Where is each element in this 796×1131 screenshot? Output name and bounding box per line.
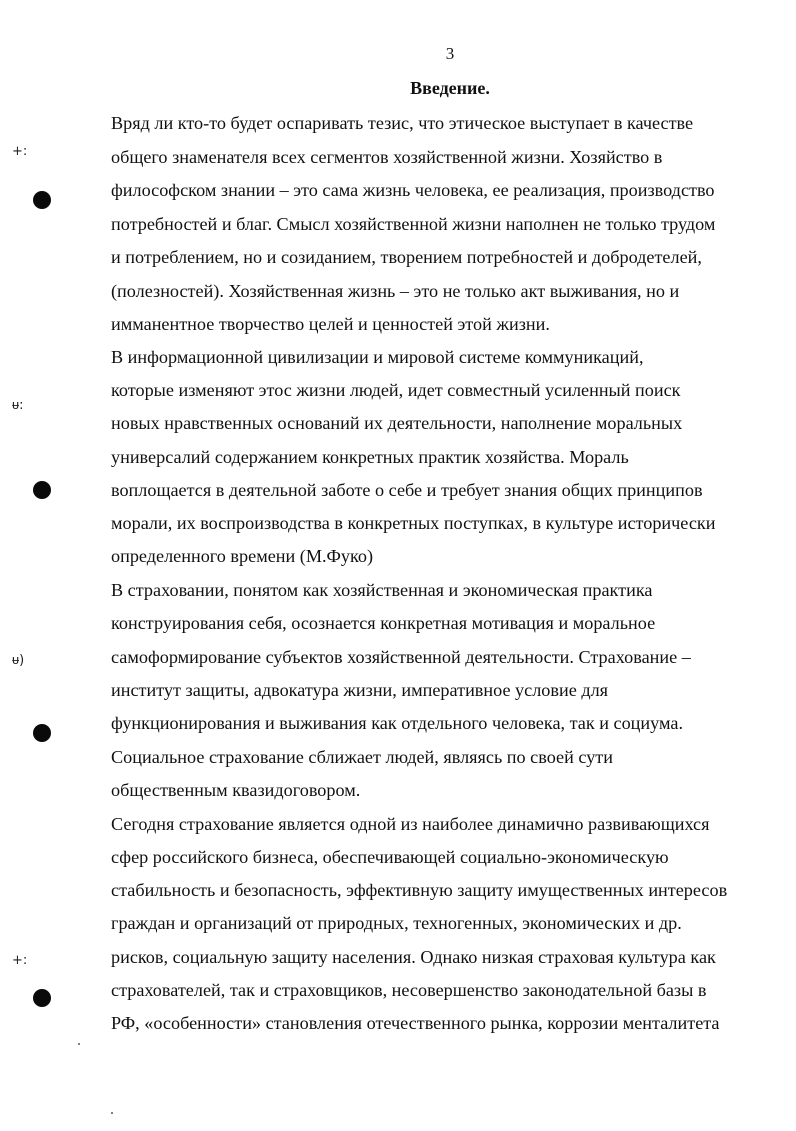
- binder-hole: [33, 191, 51, 209]
- text-line: стабильность и безопасность, эффективную защиту имущественных интересов: [111, 880, 728, 900]
- binder-hole: [33, 989, 51, 1007]
- text-line: потребностей и благ. Смысл хозяйственной жизни наполнен не только трудом: [111, 214, 716, 234]
- binder-hole: [33, 481, 51, 499]
- page-number: 3: [445, 44, 455, 63]
- margin-mark: +:: [12, 953, 28, 968]
- binder-hole: [33, 724, 51, 742]
- text-line: общественным квазидоговором.: [111, 780, 361, 800]
- text-line: Социальное страхование сближает людей, являясь по своей сути: [111, 747, 613, 767]
- text-line: РФ, «особенности» становления отечественного рынка, коррозии менталитета: [111, 1013, 720, 1033]
- page-heading: Введение.: [410, 78, 490, 98]
- text-line: функционирования и выживания как отдельного человека, так и социума.: [111, 713, 684, 733]
- text-line: В информационной цивилизации и мировой системе коммуникаций,: [111, 347, 644, 367]
- text-line: воплощается в деятельной заботе о себе и требует знания общих принципов: [111, 480, 703, 500]
- text-line: В страховании, понятом как хозяйственная и экономическая практика: [111, 580, 653, 600]
- scan-speck: [111, 1112, 113, 1114]
- text-line: Вряд ли кто-то будет оспаривать тезис, что этическое выступает в качестве: [111, 113, 694, 133]
- text-line: граждан и организаций от природных, техногенных, экономических и др.: [111, 913, 682, 933]
- text-line: сфер российского бизнеса, обеспечивающей социально-экономическую: [111, 847, 669, 867]
- text-line: определенного времени (М.Фуко): [111, 546, 374, 566]
- text-line: (полезностей). Хозяйственная жизнь – это не только акт выживания, но и: [111, 281, 680, 301]
- text-line: и потреблением, но и созиданием, творением потребностей и добродетелей,: [111, 247, 702, 267]
- text-line: новых нравственных оснований их деятельности, наполнение моральных: [111, 413, 683, 433]
- text-line: общего знаменателя всех сегментов хозяйственной жизни. Хозяйство в: [111, 147, 663, 167]
- scan-speck: [78, 1043, 80, 1045]
- text-line: Сегодня страхование является одной из наиболее динамично развивающихся: [111, 814, 710, 834]
- text-line: самоформирование субъектов хозяйственной деятельности. Страхование –: [111, 647, 691, 667]
- text-line: конструирования себя, осознается конкретная мотивация и моральное: [111, 613, 656, 633]
- margin-mark: ᵾ): [12, 653, 25, 668]
- margin-mark: +:: [12, 144, 28, 159]
- text-line: философском знании – это сама жизнь человека, ее реализация, производство: [111, 180, 715, 200]
- text-line: универсалий содержанием конкретных практик хозяйства. Мораль: [111, 447, 629, 467]
- text-line: имманентное творчество целей и ценностей этой жизни.: [111, 314, 550, 334]
- margin-mark: ᵾ:: [12, 398, 24, 413]
- text-line: рисков, социальную защиту населения. Однако низкая страховая культура как: [111, 947, 716, 967]
- text-line: морали, их воспроизводства в конкретных поступках, в культуре исторически: [111, 513, 716, 533]
- text-line: которые изменяют этос жизни людей, идет совместный усиленный поиск: [111, 380, 681, 400]
- text-line: страхователей, так и страховщиков, несовершенство законодательной базы в: [111, 980, 707, 1000]
- text-line: институт защиты, адвокатура жизни, императивное условие для: [111, 680, 609, 700]
